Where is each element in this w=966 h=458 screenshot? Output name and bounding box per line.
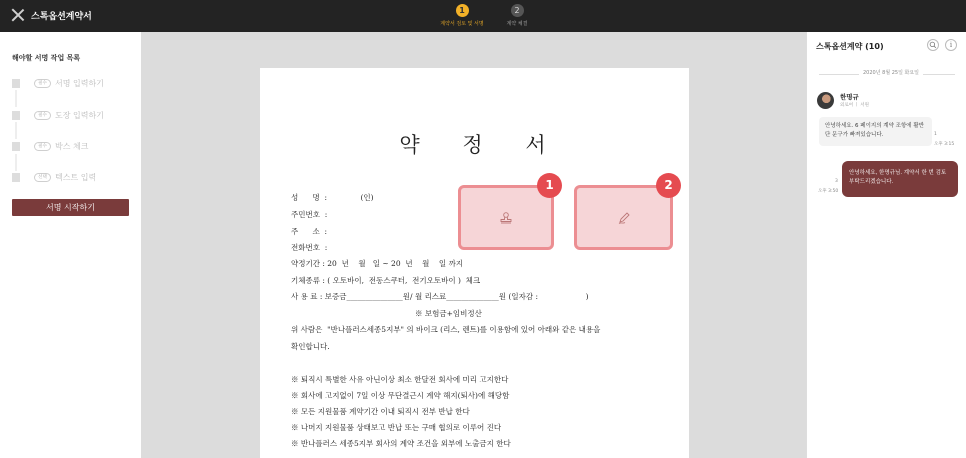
task-label: 도장 입력하기 <box>55 111 104 120</box>
divider <box>15 154 17 171</box>
message-time: 오후 3:15 <box>934 142 955 147</box>
unread-count: 1 <box>934 132 937 137</box>
top-bar <box>0 0 966 32</box>
doc-line: 확인합니다. <box>291 342 330 351</box>
stamp-field[interactable] <box>458 178 554 250</box>
message-time: 오후 3:50 <box>818 189 839 194</box>
task-item-stamp[interactable] <box>12 110 137 122</box>
divider <box>15 122 17 139</box>
doc-line: 위 사람은 "반나플러스세종5지부" 의 바이크 (리스, 렌트)를 이용함에 있어 아래와 같은 내용을 <box>291 325 601 334</box>
doc-line: ※ 모든 지원물품 계약기간 이내 퇴직시 전부 반납 한다 <box>291 407 470 416</box>
task-item-checkbox[interactable] <box>12 141 137 153</box>
unread-count: 3 <box>835 179 838 184</box>
status-icon <box>12 111 20 120</box>
step-review-sign <box>438 4 486 27</box>
chat-title: 스톡옵션계약 (10) <box>816 42 884 51</box>
doc-line: ※ 회사에 고지없이 7일 이상 무단결근시 계약 해지(퇴사)에 해당함 <box>291 391 510 400</box>
doc-line: 전화번호 : <box>291 243 328 252</box>
task-item-signature[interactable] <box>12 78 137 90</box>
doc-line: 성 명 : (인) <box>291 193 374 202</box>
task-label: 박스 체크 <box>55 142 89 151</box>
divider <box>15 90 17 107</box>
step-contract-complete <box>503 4 531 27</box>
status-icon <box>12 79 20 88</box>
document-viewer[interactable] <box>141 32 806 458</box>
chat-date: 2020년 8월 25일 화요일 <box>859 69 923 76</box>
outgoing-message: 안녕하세요, 한명규님. 계약서 한 번 검토 부탁드리겠습니다. <box>842 161 958 197</box>
doc-line: 약정기간 : 20 년 월 일 ~ 20 년 월 일 까지 <box>291 259 464 268</box>
stamp-icon <box>499 211 513 225</box>
search-icon[interactable] <box>927 39 939 51</box>
step-number: 2 <box>511 4 524 17</box>
close-icon[interactable] <box>11 8 25 22</box>
avatar <box>817 92 834 109</box>
task-label: 텍스트 입력 <box>55 173 97 182</box>
document-title: 스톡옵션계약서 <box>31 12 92 22</box>
signature-field[interactable] <box>574 178 673 250</box>
field-number-badge: 1 <box>537 173 562 198</box>
chat-panel <box>806 32 966 458</box>
doc-line: 기체종류 : ( 오토바이, 전동스쿠터, 전기오토바이 ) 체크 <box>291 276 481 285</box>
doc-line: 주 소 : <box>291 227 328 236</box>
required-badge: 필수 <box>34 142 51 151</box>
doc-line: 주민번호 : <box>291 210 328 219</box>
step-label: 계약서 검토 및 서명 <box>440 21 484 27</box>
required-badge: 필수 <box>34 111 51 120</box>
sender-role: 외로여 ㅣ 서원 <box>840 103 869 108</box>
start-signing-button[interactable]: 서명 시작하기 <box>12 199 129 216</box>
step-label: 계약 체결 <box>506 21 528 27</box>
optional-badge: 선택 <box>34 173 51 182</box>
doc-line: ※ 보험금+임비정산 <box>291 309 482 318</box>
task-list-heading: 해야할 서명 작업 목록 <box>12 54 81 62</box>
status-icon <box>12 142 20 151</box>
task-panel <box>0 32 141 458</box>
required-badge: 필수 <box>34 79 51 88</box>
task-label: 서명 입력하기 <box>55 79 104 88</box>
field-number-badge: 2 <box>656 173 681 198</box>
date-divider <box>819 69 955 79</box>
doc-line: ※ 퇴직시 특별한 사유 아닌이상 최소 한달전 회사에 미리 고지한다 <box>291 375 509 384</box>
doc-line: 사 용 료 : 보증금_______________원/ 월 리스료______________원 (일자감 : ) <box>291 292 589 301</box>
incoming-message: 안녕하세요. 6 페이지의 계약 조항에 활반단 문구가 빠져있습니다. <box>819 117 932 146</box>
doc-line: ※ 나머지 지원물품 상태보고 반납 또는 구매 협의로 이루어 진다 <box>291 423 502 432</box>
sender-name: 한명규 <box>840 93 859 101</box>
document-page <box>260 68 689 458</box>
info-icon[interactable]: i <box>945 39 957 51</box>
pen-icon <box>617 211 631 225</box>
step-number: 1 <box>456 4 469 17</box>
status-icon <box>12 173 20 182</box>
doc-line: ※ 반나플러스 세종5지부 회사의 계약 조건을 외부에 노출금지 한다 <box>291 439 511 448</box>
doc-title: 약 정 서 <box>399 133 564 157</box>
task-item-text[interactable] <box>12 172 137 184</box>
